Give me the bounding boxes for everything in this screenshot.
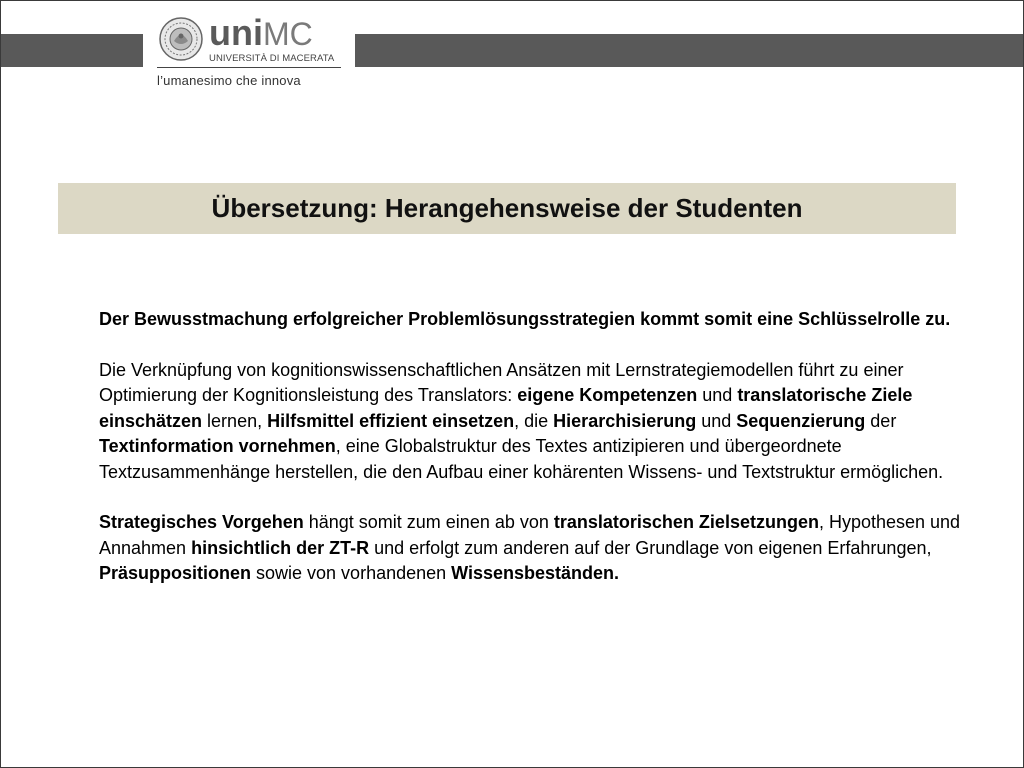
emphasis-text: hinsichtlich der ZT-R [191, 537, 370, 558]
body-text: lernen, [202, 410, 268, 431]
emphasis-text: translatorischen Zielsetzungen [553, 512, 819, 532]
emphasis-text: translatorische Ziele einschätzen [99, 385, 913, 431]
title-banner [58, 183, 956, 234]
body-text: , die [514, 410, 554, 431]
university-seal-icon [159, 17, 203, 61]
emphasis-text: Hilfsmittel effizient einsetzen [267, 410, 515, 431]
header-bar-left [1, 34, 143, 67]
body-text: , eine Globalstruktur des Textes antizipieren und übergeordnete Textzusammenhänge herstellen, die den Aufbau einer kohärenten Wissens- und Textstruktur ermöglichen. [99, 436, 944, 482]
paragraph-1 [99, 307, 969, 333]
emphasis-text: eigene Kompetenzen [517, 385, 698, 405]
logo-divider [157, 67, 341, 68]
slide-body [99, 307, 969, 587]
header-bar-right [355, 34, 1023, 67]
body-text: , Hypothesen und Annahmen [99, 512, 961, 558]
logo-tagline: l’umanesimo che innova [157, 73, 301, 88]
emphasis-text: Sequenzierung [736, 410, 866, 431]
slide-title: Übersetzung: Herangehensweise der Studenten [211, 193, 803, 223]
emphasis-text: Wissensbeständen. [451, 563, 620, 583]
body-text: sowie von vorhandenen [251, 563, 452, 583]
logo-word-bold: uni [209, 12, 263, 53]
university-logo [153, 9, 349, 91]
emphasis-text: Strategisches Vorgehen [99, 512, 304, 532]
logo-word-light: MC [262, 16, 313, 52]
emphasis-text: Präsuppositionen [99, 563, 252, 583]
body-text: und [696, 410, 737, 431]
body-text: und [697, 385, 738, 405]
emphasis-text: Textinformation vornehmen [99, 436, 336, 456]
emphasis-text: Der Bewusstmachung erfolgreicher Problemlösungsstrategien kommt somit eine Schlüsselrolle zu. [99, 309, 951, 329]
body-text: und erfolgt zum anderen auf der Grundlage von eigenen Erfahrungen, [369, 537, 932, 558]
logo-wordmark [209, 12, 313, 53]
body-text: der [865, 410, 897, 431]
logo-subtitle: UNIVERSITÀ DI MACERATA [209, 53, 335, 64]
paragraph-2 [99, 358, 969, 486]
emphasis-text: Hierarchisierung [553, 410, 697, 431]
body-text: hängt somit zum einen ab von [303, 512, 554, 532]
paragraph-3 [99, 510, 969, 587]
body-text: Die Verknüpfung von kognitionswissenschaftlichen Ansätzen mit Lernstrategiemodellen führt zu einer Optimierung der Kognitionsleistung des Translators: [99, 359, 904, 405]
